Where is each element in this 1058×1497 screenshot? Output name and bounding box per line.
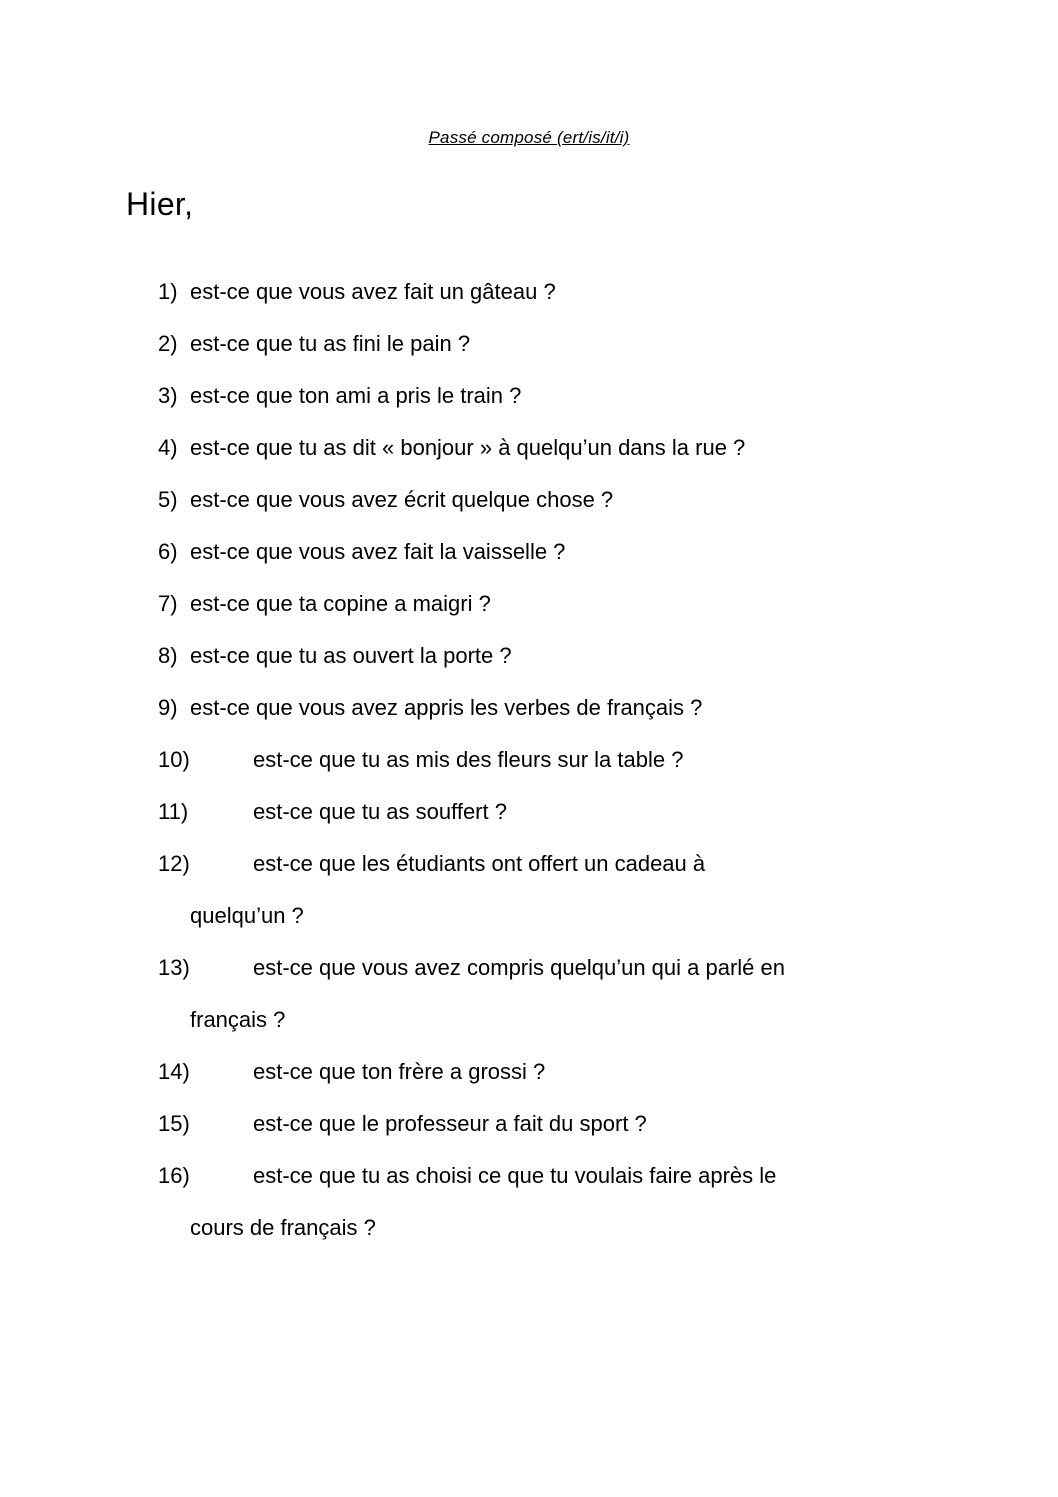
question-number: 11) — [158, 799, 189, 824]
question-item — [158, 682, 918, 734]
question-item — [158, 734, 918, 786]
question-item — [158, 318, 918, 370]
question-text: est-ce que tu as mis des fleurs sur la table ? — [253, 747, 684, 772]
question-number: 6) — [158, 539, 178, 564]
question-item — [158, 266, 918, 318]
question-number: 14) — [158, 1059, 190, 1084]
question-item — [158, 1046, 918, 1098]
question-text-continuation: français ? — [190, 1007, 286, 1032]
question-number: 10) — [158, 747, 190, 772]
question-number: 3) — [158, 383, 178, 408]
question-item — [158, 1150, 918, 1254]
question-text: est-ce que tu as choisi ce que tu voulais faire après le — [253, 1163, 777, 1188]
question-item — [158, 786, 918, 838]
question-number: 7) — [158, 591, 178, 616]
question-text: est-ce que ton ami a pris le train ? — [190, 383, 522, 408]
question-number: 5) — [158, 487, 178, 512]
question-text: est-ce que vous avez appris les verbes de français ? — [190, 695, 703, 720]
question-text: est-ce que vous avez compris quelqu’un qui a parlé en — [253, 955, 785, 980]
question-number: 4) — [158, 435, 178, 460]
question-item — [158, 630, 918, 682]
intro-heading: Hier, — [126, 186, 194, 222]
question-text: est-ce que tu as souffert ? — [253, 799, 507, 824]
question-text: est-ce que ton frère a grossi ? — [253, 1059, 546, 1084]
question-number: 8) — [158, 643, 178, 668]
question-text: est-ce que ta copine a maigri ? — [190, 591, 491, 616]
question-text: est-ce que tu as fini le pain ? — [190, 331, 471, 356]
question-item — [158, 474, 918, 526]
question-number: 13) — [158, 955, 190, 980]
question-text: est-ce que tu as dit « bonjour » à quelqu’un dans la rue ? — [190, 435, 746, 460]
question-text: est-ce que vous avez écrit quelque chose ? — [190, 487, 614, 512]
question-number: 15) — [158, 1111, 190, 1136]
question-item — [158, 578, 918, 630]
question-item — [158, 526, 918, 578]
question-text-continuation: cours de français ? — [190, 1215, 376, 1240]
question-item — [158, 1098, 918, 1150]
question-item — [158, 370, 918, 422]
question-text: est-ce que tu as ouvert la porte ? — [190, 643, 512, 668]
question-text: est-ce que les étudiants ont offert un cadeau à — [253, 851, 706, 876]
document-title: Passé composé (ert/is/it/i) — [428, 128, 630, 147]
question-item — [158, 838, 918, 942]
question-number: 2) — [158, 331, 178, 356]
question-number: 12) — [158, 851, 190, 876]
question-item — [158, 422, 918, 474]
question-text: est-ce que le professeur a fait du sport ? — [253, 1111, 647, 1136]
question-text-continuation: quelqu’un ? — [190, 903, 304, 928]
question-text: est-ce que vous avez fait la vaisselle ? — [190, 539, 566, 564]
question-text: est-ce que vous avez fait un gâteau ? — [190, 279, 556, 304]
question-number: 1) — [158, 279, 178, 304]
question-number: 16) — [158, 1163, 190, 1188]
question-item — [158, 942, 918, 1046]
question-list — [158, 266, 918, 1254]
question-number: 9) — [158, 695, 178, 720]
